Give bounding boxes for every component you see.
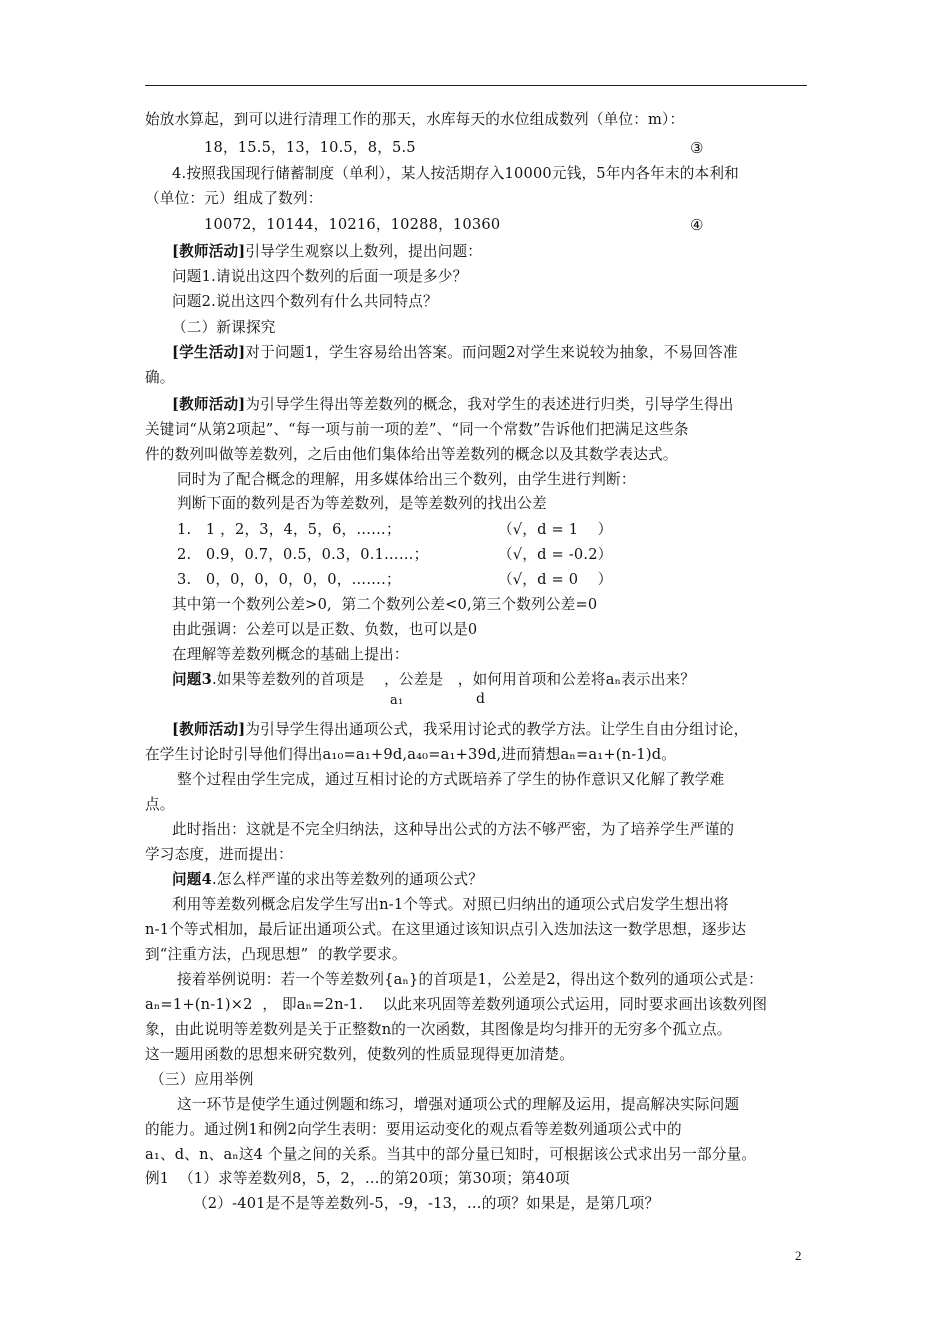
line-text: 为引导学生得出等差数列的概念，我对学生的表述进行归类，引导学生得出 (245, 396, 734, 413)
text-line (172, 242, 482, 262)
bold-label: [学生活动] (172, 344, 246, 361)
line-text: 其中第一个数列公差>0, 第二个数列公差<0,第三个数列公差=0 (172, 596, 598, 613)
text-line (177, 770, 724, 790)
line-tag: ③ (690, 139, 704, 157)
text-line (145, 920, 746, 940)
line-text: 为引导学生得出通项公式，我采用讨论式的教学方法。让学生自由分组讨论， (245, 721, 749, 738)
line-text: n-1个等式相加，最后证出通项公式。在这里通过该知识点引入迭加法这一数学思想，逐步达 (145, 921, 747, 938)
symbol-d: d (476, 691, 486, 707)
line-text: 问题1.请说出这四个数列的后面一项是多少？ (172, 268, 468, 285)
text-line (177, 494, 547, 514)
line-text: .怎么样严谨的求出等差数列的通项公式？ (211, 871, 484, 888)
text-line (177, 520, 401, 540)
text-line (145, 1120, 682, 1140)
line-text: 同时为了配合概念的理解，用多媒体给出三个数列，由学生进行判断： (177, 471, 636, 488)
text-line (145, 368, 175, 388)
text-line (145, 1169, 570, 1189)
text-line (177, 970, 763, 990)
text-line (145, 1045, 574, 1065)
text-line (172, 343, 738, 363)
text-line (145, 945, 407, 965)
line-text: （三）应用举例 (150, 1071, 254, 1088)
text-line (145, 110, 684, 130)
line-text: （2）-401是不是等差数列-5，-9，-13，…的项？如果是，是第几项？ (193, 1195, 660, 1212)
text-line (145, 189, 323, 209)
text-line (172, 720, 748, 740)
text-line (193, 1194, 659, 1214)
text-line (172, 670, 695, 690)
line-text: 这一环节是使学生通过例题和练习，增强对通项公式的理解及运用，提高解决实际问题 (177, 1096, 740, 1113)
text-line (145, 1145, 756, 1165)
line-text: 3. 0，0，0，0，0，0，…….； (177, 571, 401, 588)
line-text: 在理解等差数列概念的基础上提出： (172, 646, 409, 663)
line-text: 这一题用函数的思想来研究数列，使数列的性质显现得更加清楚。 (145, 1046, 575, 1063)
line-text: 1. 1 ，2，3，4，5，6，……； (177, 521, 401, 538)
line-text: 的能力。通过例1和例2向学生表明：要用运动变化的观点看等差数列通项公式中的 (145, 1121, 682, 1138)
page-number: 2 (795, 1248, 802, 1263)
text-line (145, 420, 689, 440)
line-text: 对于问题1，学生容易给出答案。而问题2对学生来说较为抽象，不易回答准 (245, 344, 738, 361)
text-line (172, 318, 276, 338)
line-text: 此时指出：这就是不完全归纳法，这种导出公式的方法不够严密，为了培养学生严谨的 (172, 821, 735, 838)
text-line (172, 870, 483, 890)
text-line (145, 795, 175, 815)
text-line (172, 164, 739, 184)
line-text: 利用等差数列概念启发学生写出n-1个等式。对照已归纳出的通项公式启发学生想出将 (172, 896, 729, 913)
line-text: 例1 （1）求等差数列8，5，2，…的第20项；第30项；第40项 (145, 1170, 570, 1187)
symbol-a1: a₁ (390, 693, 404, 708)
line-text: 整个过程由学生完成，通过互相讨论的方式既培养了学生的协作意识又化解了教学难 (177, 771, 725, 788)
text-line (145, 845, 293, 865)
line-text: 判断下面的数列是否为等差数列，是等差数列的找出公差 (177, 495, 547, 512)
line-text: 引导学生观察以上数列，提出问题： (245, 243, 483, 260)
line-text: .如果等差数列的首项是 ，公差是 ，如何用首项和公差将aₙ表示出来？ (211, 671, 696, 688)
line-text: 10072，10144，10216，10288，10360 (204, 216, 501, 233)
text-line (172, 895, 729, 915)
line-text: 4.按照我国现行储蓄制度（单利），某人按活期存入10000元钱，5年内各年末的本利和 (172, 165, 739, 182)
line-text: aₙ=1+(n-1)×2 ， 即aₙ=2n-1. 以此来巩固等差数列通项公式运用，同时要求画出该数列图 (145, 996, 768, 1013)
line-text: 由此强调：公差可以是正数、负数，也可以是0 (172, 621, 478, 638)
text-line (177, 1095, 739, 1115)
bold-label: [教师活动] (172, 243, 246, 260)
line-text: 接着举例说明：若一个等差数列{aₙ}的首项是1，公差是2，得出这个数列的通项公式是： (177, 971, 763, 988)
bold-label: 问题3 (172, 671, 212, 688)
header-rule (145, 85, 807, 86)
line-text: a₁、d、n、aₙ这4 个量之间的关系。当其中的部分量已知时，可根据该公式求出另一部分量。 (145, 1146, 757, 1163)
text-line (172, 595, 597, 615)
text-line (172, 645, 409, 665)
text-line (172, 267, 467, 287)
text-line (177, 470, 636, 490)
bold-label: 问题4 (172, 871, 212, 888)
line-text: 学习态度，进而提出： (145, 846, 293, 863)
text-line (150, 1070, 254, 1090)
text-line (172, 292, 438, 312)
line-tag: （√，d = 1 ） (498, 521, 613, 538)
line-text: 到“注重方法，凸现思想” 的教学要求。 (145, 946, 407, 963)
line-text: （单位：元）组成了数列： (145, 190, 323, 207)
text-line (145, 1020, 732, 1040)
text-line (172, 820, 734, 840)
line-tag: （√，d = -0.2） (498, 546, 613, 563)
line-text: 始放水算起，到可以进行清理工作的那天，水库每天的水位组成数列（单位：m）： (145, 111, 685, 128)
line-text: 在学生讨论时引导他们得出a₁₀=a₁+9d,a₄₀=a₁+39d,进而猜想aₙ=a₁+(n-1)d。 (145, 746, 677, 763)
text-line (204, 215, 500, 235)
line-text: 18，15.5，13，10.5，8，5.5 (204, 139, 416, 156)
line-text: 象，由此说明等差数列是关于正整数n的一次函数，其图像是均匀排开的无穷多个孤立点。 (145, 1021, 732, 1038)
bold-label: [教师活动] (172, 721, 246, 738)
text-line (145, 745, 676, 765)
text-line (145, 995, 767, 1015)
line-tag: （√，d = 0 ） (498, 571, 613, 588)
line-text: 件的数列叫做等差数列，之后由他们集体给出等差数列的概念以及其数学表达式。 (145, 446, 678, 463)
line-text: （二）新课探究 (172, 319, 276, 336)
line-text: 关键词“从第2项起”、“每一项与前一项的差”、“同一个常数”告诉他们把满足这些条 (145, 421, 689, 438)
text-line (177, 545, 428, 565)
text-line (204, 138, 416, 158)
bold-label: [教师活动] (172, 396, 246, 413)
line-text: 确。 (145, 369, 175, 386)
line-tag: ④ (690, 216, 704, 234)
text-line (145, 445, 678, 465)
line-text: 问题2.说出这四个数列有什么共同特点？ (172, 293, 438, 310)
text-line (177, 570, 401, 590)
line-text: 点。 (145, 796, 175, 813)
text-line (172, 395, 734, 415)
line-text: 2. 0.9，0.7，0.5，0.3，0.1……； (177, 546, 429, 563)
text-line (172, 620, 477, 640)
